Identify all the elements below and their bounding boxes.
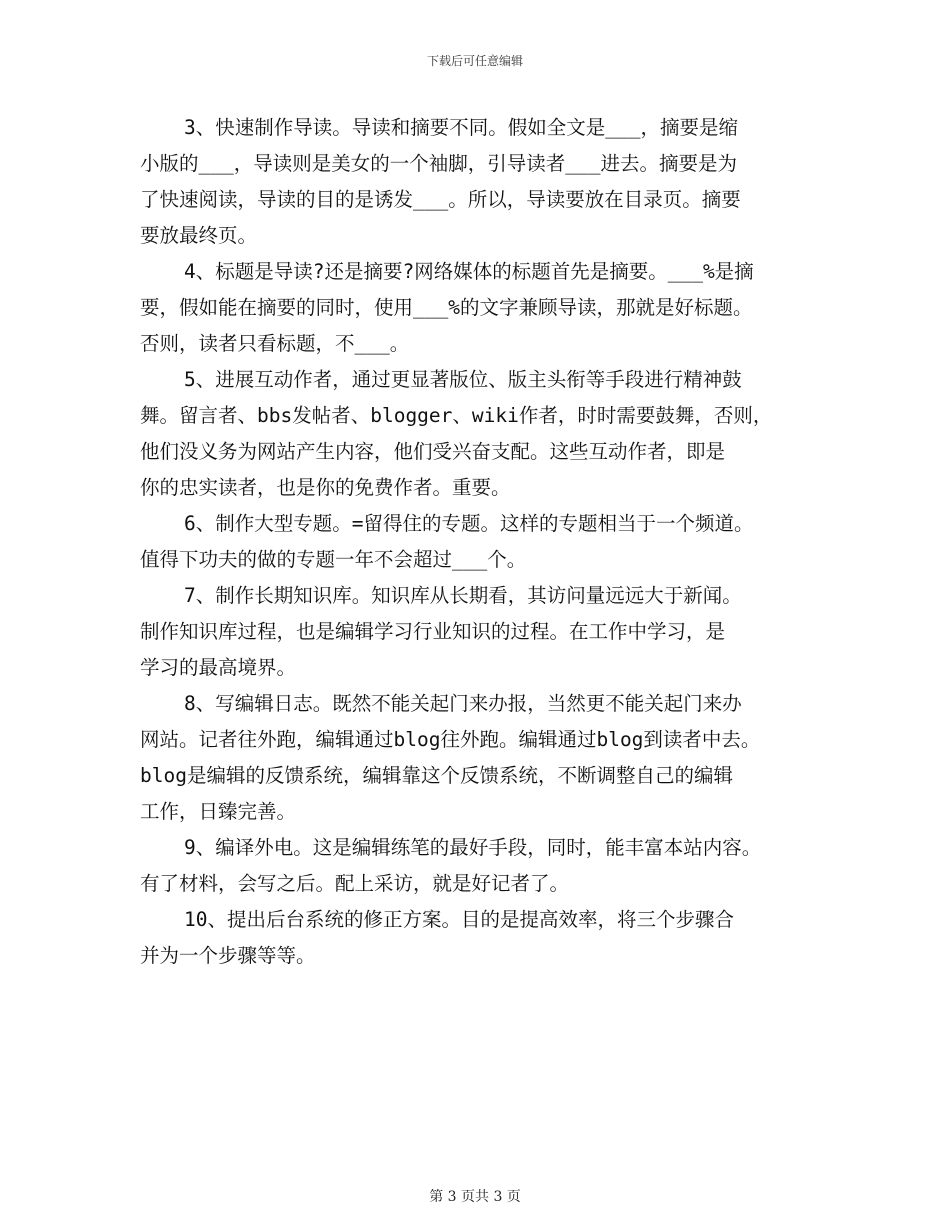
paragraph-line: 9、编译外电。这是编辑练笔的最好手段，同时，能丰富本站内容。 (184, 836, 762, 859)
paragraph-line: 5、进展互动作者，通过更显著版位、版主头衔等手段进行精神鼓 (184, 368, 742, 391)
paragraph-line: 10、提出后台系统的修正方案。目的是提高效率，将三个步骤合 (184, 908, 734, 931)
paragraph-line: 4、标题是导读?还是摘要?网络媒体的标题首先是摘要。___%是摘 (184, 260, 754, 283)
paragraph-line: 否则，读者只看标题，不___。 (140, 332, 410, 355)
paragraph (140, 362, 830, 506)
paragraph (140, 902, 830, 974)
paragraph-line: 有了材料，会写之后。配上采访，就是好记者了。 (140, 872, 570, 895)
paragraph-line: 8、写编辑日志。既然不能关起门来办报，当然更不能关起门来办 (184, 692, 742, 715)
paragraph-line: 并为一个步骤等等。 (140, 944, 316, 967)
document-body (140, 110, 830, 974)
paragraph-line: 学习的最高境界。 (140, 656, 297, 679)
paragraph-line: 了快速阅读，导读的目的是诱发___。所以，导读要放在目录页。摘要 (140, 188, 741, 211)
paragraph (140, 254, 830, 362)
paragraph-line: 他们没义务为网站产生内容，他们受兴奋支配。这些互动作者，即是 (140, 440, 726, 463)
paragraph-line: 舞。留言者、bbs发帖者、blogger、wiki作者，时时需要鼓舞，否则， (140, 404, 773, 427)
paragraph-line: 7、制作长期知识库。知识库从长期看，其访问量远远大于新闻。 (184, 584, 742, 607)
paragraph (140, 110, 830, 254)
paragraph-line: 6、制作大型专题。=留得住的专题。这样的专题相当于一个频道。 (184, 512, 754, 535)
page-header: 下载后可任意编辑 (426, 54, 523, 68)
paragraph-line: 值得下功夫的做的专题一年不会超过___个。 (140, 548, 527, 571)
page-footer: 第 3 页共 3 页 (429, 1189, 521, 1205)
paragraph-line: 要放最终页。 (140, 224, 258, 247)
paragraph-line: 制作知识库过程，也是编辑学习行业知识的过程。在工作中学习，是 (140, 620, 726, 643)
paragraph-line: 网站。记者往外跑，编辑通过blog往外跑。编辑通过blog到读者中去。 (140, 728, 761, 751)
paragraph-line: blog是编辑的反馈系统，编辑靠这个反馈系统，不断调整自己的编辑 (140, 764, 733, 787)
paragraph (140, 686, 830, 830)
paragraph-line: 小版的___，导读则是美女的一个袖脚，引导读者___进去。摘要是为 (140, 152, 737, 175)
paragraph-line: 3、快速制作导读。导读和摘要不同。假如全文是___，摘要是缩 (184, 116, 738, 139)
paragraph-line: 要，假如能在摘要的同时，使用___%的文字兼顾导读，那就是好标题。 (140, 296, 753, 319)
paragraph-line: 你的忠实读者，也是你的免费作者。重要。 (140, 476, 511, 499)
paragraph-line: 工作，日臻完善。 (140, 800, 297, 823)
paragraph (140, 830, 830, 902)
paragraph (140, 578, 830, 686)
paragraph (140, 506, 830, 578)
